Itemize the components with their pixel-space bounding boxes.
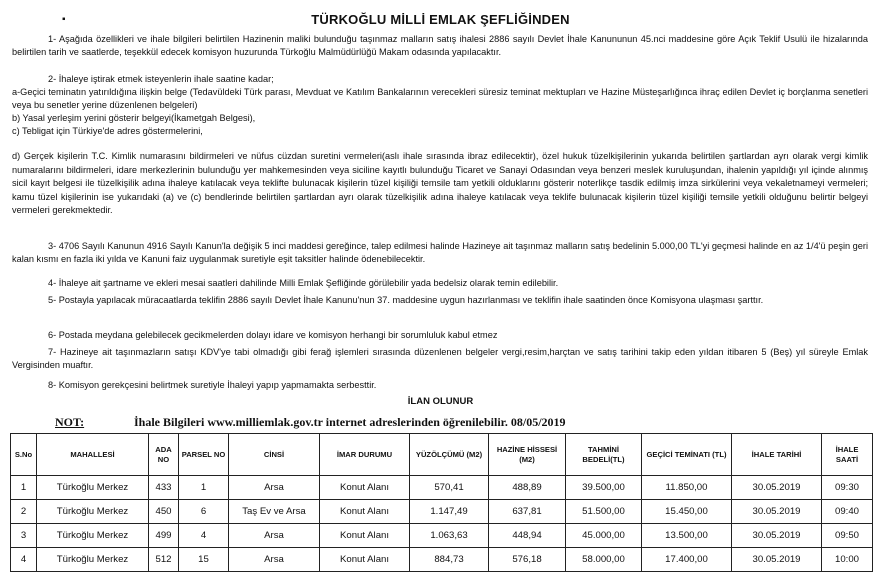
cell-neighborhood: Türkoğlu Merkez [37, 500, 149, 524]
cell-auction-date: 30.05.2019 [732, 548, 822, 572]
cell-block-no: 512 [149, 548, 179, 572]
note-text: İhale Bilgileri www.milliemlak.gov.tr internet adreslerinden öğrenilebilir. 08/05/2019 [134, 415, 566, 429]
cell-block-no: 450 [149, 500, 179, 524]
cell-deposit: 13.500,00 [642, 524, 732, 548]
cell-sno: 3 [11, 524, 37, 548]
table-row [11, 500, 873, 524]
auction-table [10, 433, 873, 572]
scan-mark: ▪ [62, 14, 66, 25]
cell-area: 884,73 [410, 548, 489, 572]
cell-zoning: Konut Alanı [320, 476, 410, 500]
paragraph-6: 6- Postada meydana gelebilecek gecikmelerden dolayı idare ve komisyon herhangi bir sorumluluk kabul etmez [48, 330, 498, 340]
table-row [11, 548, 873, 572]
cell-estimated-value: 58.000,00 [566, 548, 642, 572]
cell-type: Arsa [229, 524, 320, 548]
paragraph-2-heading: 2- İhaleye iştirak etmek isteyenlerin ihale saatine kadar; [48, 74, 274, 84]
cell-type: Arsa [229, 476, 320, 500]
note-label: NOT: [55, 415, 85, 429]
col-header-zoning: İMAR DURUMU [320, 434, 410, 476]
paragraph-2d: d) Gerçek kişilerin T.C. Kimlik numarasını bildirmeleri ve nüfus cüzdan suretini vermeleri(aslı ihale sırasında ibraz edilecektir), özel hukuk tüzelkişilerinin yukarıda belirtilen şartlardan ayrı olarak vergi kimlik numaralarını bildirmeleri, idare merkezlerinin bulunduğu yer mahkemesinden veya siciline kayıtlı bulunduğu Ticaret ve Sanayi Odasından veya benzeri meslek kuruluşundan, ihalenin yapıldığı yıl içinde alınmış sicil kayıt belgesi ile tüzelkişilik adına ihaleye katılacak veya teklifte bulunacak kişilerin tüzel kişiliği temsile tam yetkili olduklarını gösterir noterlikçe tasdik edilmiş imza sirkülerini veya vekaletnameyi vermeleri; kamu tüzel kişilerinin ise yukarıdaki (a) ve (c) bendlerinde belirtilen şartlardan ayrı olarak tüzelkişilik adına ihaleye katılacak veya teklife bulunacak kişilerin tüzel kişiliği temsile yetkili olduğunu belirtir belgeyi vermeleri gerekmektedir. [12, 151, 868, 216]
cell-zoning: Konut Alanı [320, 548, 410, 572]
cell-treasury-share: 637,81 [489, 500, 566, 524]
cell-estimated-value: 45.000,00 [566, 524, 642, 548]
cell-type: Taş Ev ve Arsa [229, 500, 320, 524]
cell-block-no: 499 [149, 524, 179, 548]
cell-area: 1.063,63 [410, 524, 489, 548]
cell-auction-date: 30.05.2019 [732, 524, 822, 548]
cell-deposit: 17.400,00 [642, 548, 732, 572]
col-header-sno: S.No [11, 434, 37, 476]
cell-parcel-no: 1 [179, 476, 229, 500]
cell-estimated-value: 51.500,00 [566, 500, 642, 524]
col-header-neighborhood: MAHALLESİ [37, 434, 149, 476]
col-header-auction-date: İHALE TARİHİ [732, 434, 822, 476]
table-row [11, 476, 873, 500]
cell-zoning: Konut Alanı [320, 524, 410, 548]
cell-auction-time: 09:40 [822, 500, 873, 524]
cell-treasury-share: 448,94 [489, 524, 566, 548]
cell-parcel-no: 6 [179, 500, 229, 524]
cell-sno: 4 [11, 548, 37, 572]
cell-block-no: 433 [149, 476, 179, 500]
cell-parcel-no: 4 [179, 524, 229, 548]
cell-parcel-no: 15 [179, 548, 229, 572]
cell-treasury-share: 488,89 [489, 476, 566, 500]
cell-auction-time: 09:30 [822, 476, 873, 500]
cell-neighborhood: Türkoğlu Merkez [37, 548, 149, 572]
cell-treasury-share: 576,18 [489, 548, 566, 572]
col-header-block-no: ADA NO [149, 434, 179, 476]
cell-neighborhood: Türkoğlu Merkez [37, 476, 149, 500]
cell-area: 1.147,49 [410, 500, 489, 524]
announcement-footer: İLAN OLUNUR [407, 396, 474, 407]
paragraph-3: 3- 4706 Sayılı Kanunun 4916 Sayılı Kanun'la değişik 5 inci maddesi gereğince, talep edilmesi halinde Hazineye ait taşınmaz malların satış bedelinin 5.000,00 TL'yi geçmesi halinde en az 1/4'ü peşin geri kalan kısmı en fazla iki yılda ve Kanuni faiz uygulanmak suretiyle eşit taksitler halinde ödenebilecektir. [12, 241, 868, 264]
paragraph-2b: b) Yasal yerleşim yerini gösterir belgeyi(İkametgah Belgesi), [12, 113, 256, 123]
paragraph-8: 8- Komisyon gerekçesini belirtmek suretiyle İhaleyi yapıp yapmamakta serbesttir. [48, 380, 377, 390]
col-header-estimated-value: TAHMİNİ BEDELİ(TL) [566, 434, 642, 476]
paragraph-7: 7- Hazineye ait taşınmazların satışı KDV'ye tabi olmadığı gibi ferağ işlemleri sırasında düzenlenen belgeler vergi,resim,harçtan ve satış tarihini takip eden yıldan itibaren 5 (Beş) yıl süreyle Emlak Vergisinden muaftır. [12, 347, 868, 370]
auction-table-body [11, 476, 873, 572]
cell-deposit: 15.450,00 [642, 500, 732, 524]
col-header-auction-time: İHALE SAATİ [822, 434, 873, 476]
paragraph-2c: c) Tebligat için Türkiye'de adres göstermelerini, [12, 126, 203, 136]
paragraph-1: 1- Aşağıda özellikleri ve ihale bilgileri belirtilen Hazinenin maliki bulunduğu taşınmaz malların satış ihalesi 2886 sayılı Devlet İhale Kanununun 45.nci maddesine göre Açık Teklif Usulü ile hizalarında belirtilen tarih ve saatlerde, teşekkül edecek komisyon huzurunda Türkoğlu Malmüdürlüğü Makam odasında yapılacaktır. [12, 34, 868, 57]
table-row [11, 524, 873, 548]
page-title: TÜRKOĞLU MİLLİ EMLAK ŞEFLİĞİNDEN [311, 12, 570, 27]
paragraph-2a: a-Geçici teminatın yatırıldığına ilişkin belge (Tedavüldeki Türk parası, Mevduat ve Katılım Bankalarının verecekleri süresiz teminat mektupları ve Hazine Müsteşarlığınca ihraç edilen Devlet iç borçlanma senetleri veya bu senetler yerine düzenlenen belgeleri) [12, 87, 868, 110]
cell-auction-date: 30.05.2019 [732, 500, 822, 524]
cell-auction-time: 10:00 [822, 548, 873, 572]
cell-deposit: 11.850,00 [642, 476, 732, 500]
cell-area: 570,41 [410, 476, 489, 500]
cell-neighborhood: Türkoğlu Merkez [37, 524, 149, 548]
col-header-parcel-no: PARSEL NO [179, 434, 229, 476]
cell-sno: 2 [11, 500, 37, 524]
paragraph-4: 4- İhaleye ait şartname ve ekleri mesai saatleri dahilinde Milli Emlak Şefliğinde görülebilir yada bedelsiz olarak temin edilebilir. [48, 278, 559, 288]
cell-sno: 1 [11, 476, 37, 500]
col-header-type: CİNSİ [229, 434, 320, 476]
paragraph-5: 5- Postayla yapılacak müracaatlarda teklifin 2886 sayılı Devlet İhale Kanunu'nun 37. maddesine uygun hazırlanması ve teklifin ihale saatinden önce Komisyona ulaşması şarttır. [48, 295, 764, 305]
table-header-row [11, 434, 873, 476]
col-header-area: YÜZÖLÇÜMÜ (M2) [410, 434, 489, 476]
cell-zoning: Konut Alanı [320, 500, 410, 524]
cell-auction-time: 09:50 [822, 524, 873, 548]
cell-type: Arsa [229, 548, 320, 572]
col-header-deposit: GEÇİCİ TEMİNATI (TL) [642, 434, 732, 476]
col-header-treasury-share: HAZİNE HİSSESİ (M2) [489, 434, 566, 476]
cell-auction-date: 30.05.2019 [732, 476, 822, 500]
cell-estimated-value: 39.500,00 [566, 476, 642, 500]
